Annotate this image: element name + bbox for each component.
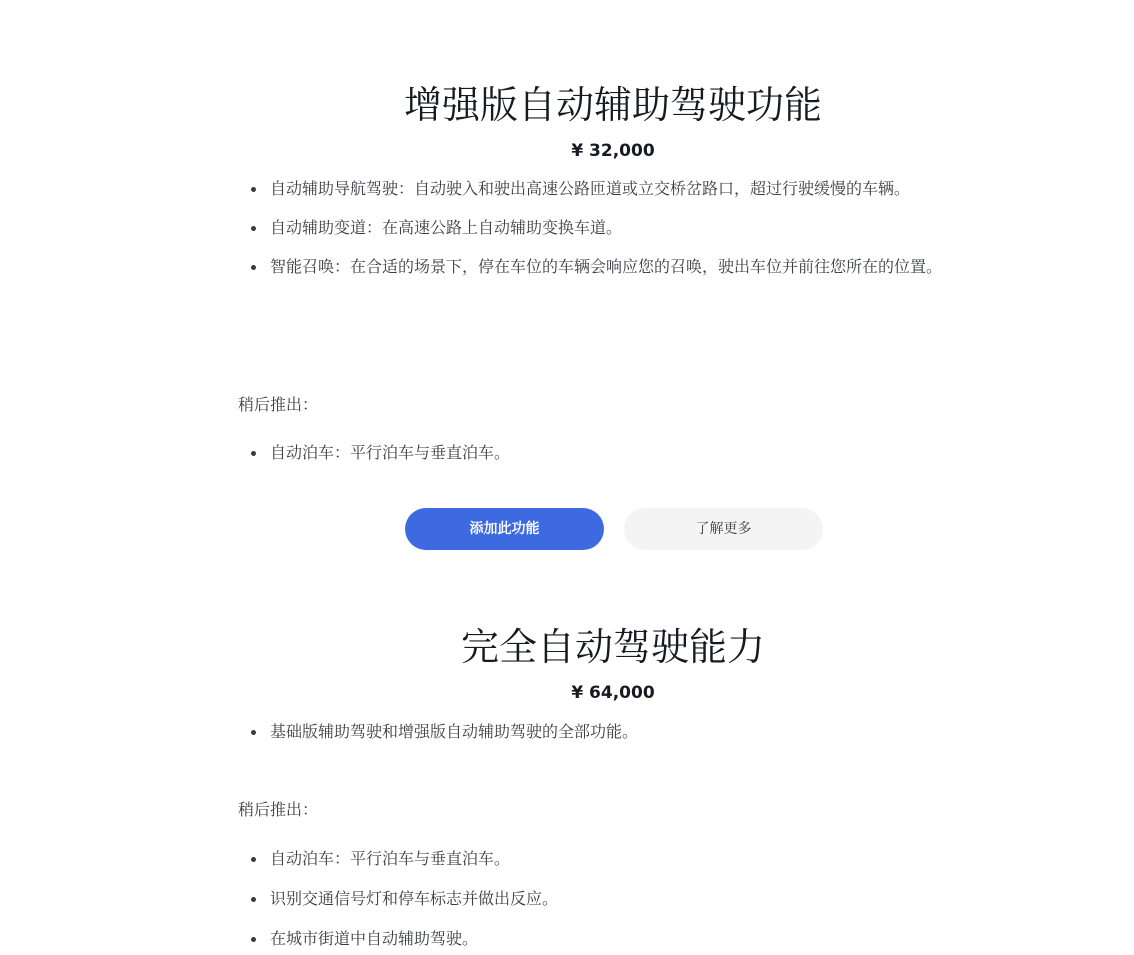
- fsd-price: ¥ 64,000: [571, 683, 655, 703]
- add-feature-button[interactable]: 添加此功能: [405, 508, 604, 550]
- list-item: 自动辅助变道：在高速公路上自动辅助变换车道。: [249, 213, 989, 242]
- fsd-feature-list: [249, 717, 989, 746]
- eap-feature-list: [249, 174, 989, 281]
- list-item: 自动辅助导航驾驶：自动驶入和驶出高速公路匝道或立交桥岔路口，超过行驶缓慢的车辆。: [249, 174, 989, 203]
- fsd-later-list: [249, 844, 989, 953]
- list-item: 智能召唤：在合适的场景下，停在车位的车辆会响应您的召唤，驶出车位并前往您所在的位置。: [249, 252, 989, 281]
- list-item: 自动泊车：平行泊车与垂直泊车。: [249, 438, 989, 467]
- list-item: 识别交通信号灯和停车标志并做出反应。: [249, 884, 989, 913]
- list-item: 自动泊车：平行泊车与垂直泊车。: [249, 844, 989, 873]
- learn-more-button[interactable]: 了解更多: [624, 508, 823, 550]
- fsd-later-label: 稍后推出：: [238, 800, 319, 819]
- list-item: 基础版辅助驾驶和增强版自动辅助驾驶的全部功能。: [249, 717, 989, 746]
- list-item: 在城市街道中自动辅助驾驶。: [249, 924, 989, 953]
- eap-title: 增强版自动辅助驾驶功能: [403, 83, 822, 127]
- fsd-title: 完全自动驾驶能力: [460, 625, 765, 669]
- eap-price: ¥ 32,000: [571, 141, 655, 161]
- eap-later-label: 稍后推出：: [238, 395, 319, 414]
- eap-later-list: [249, 438, 989, 467]
